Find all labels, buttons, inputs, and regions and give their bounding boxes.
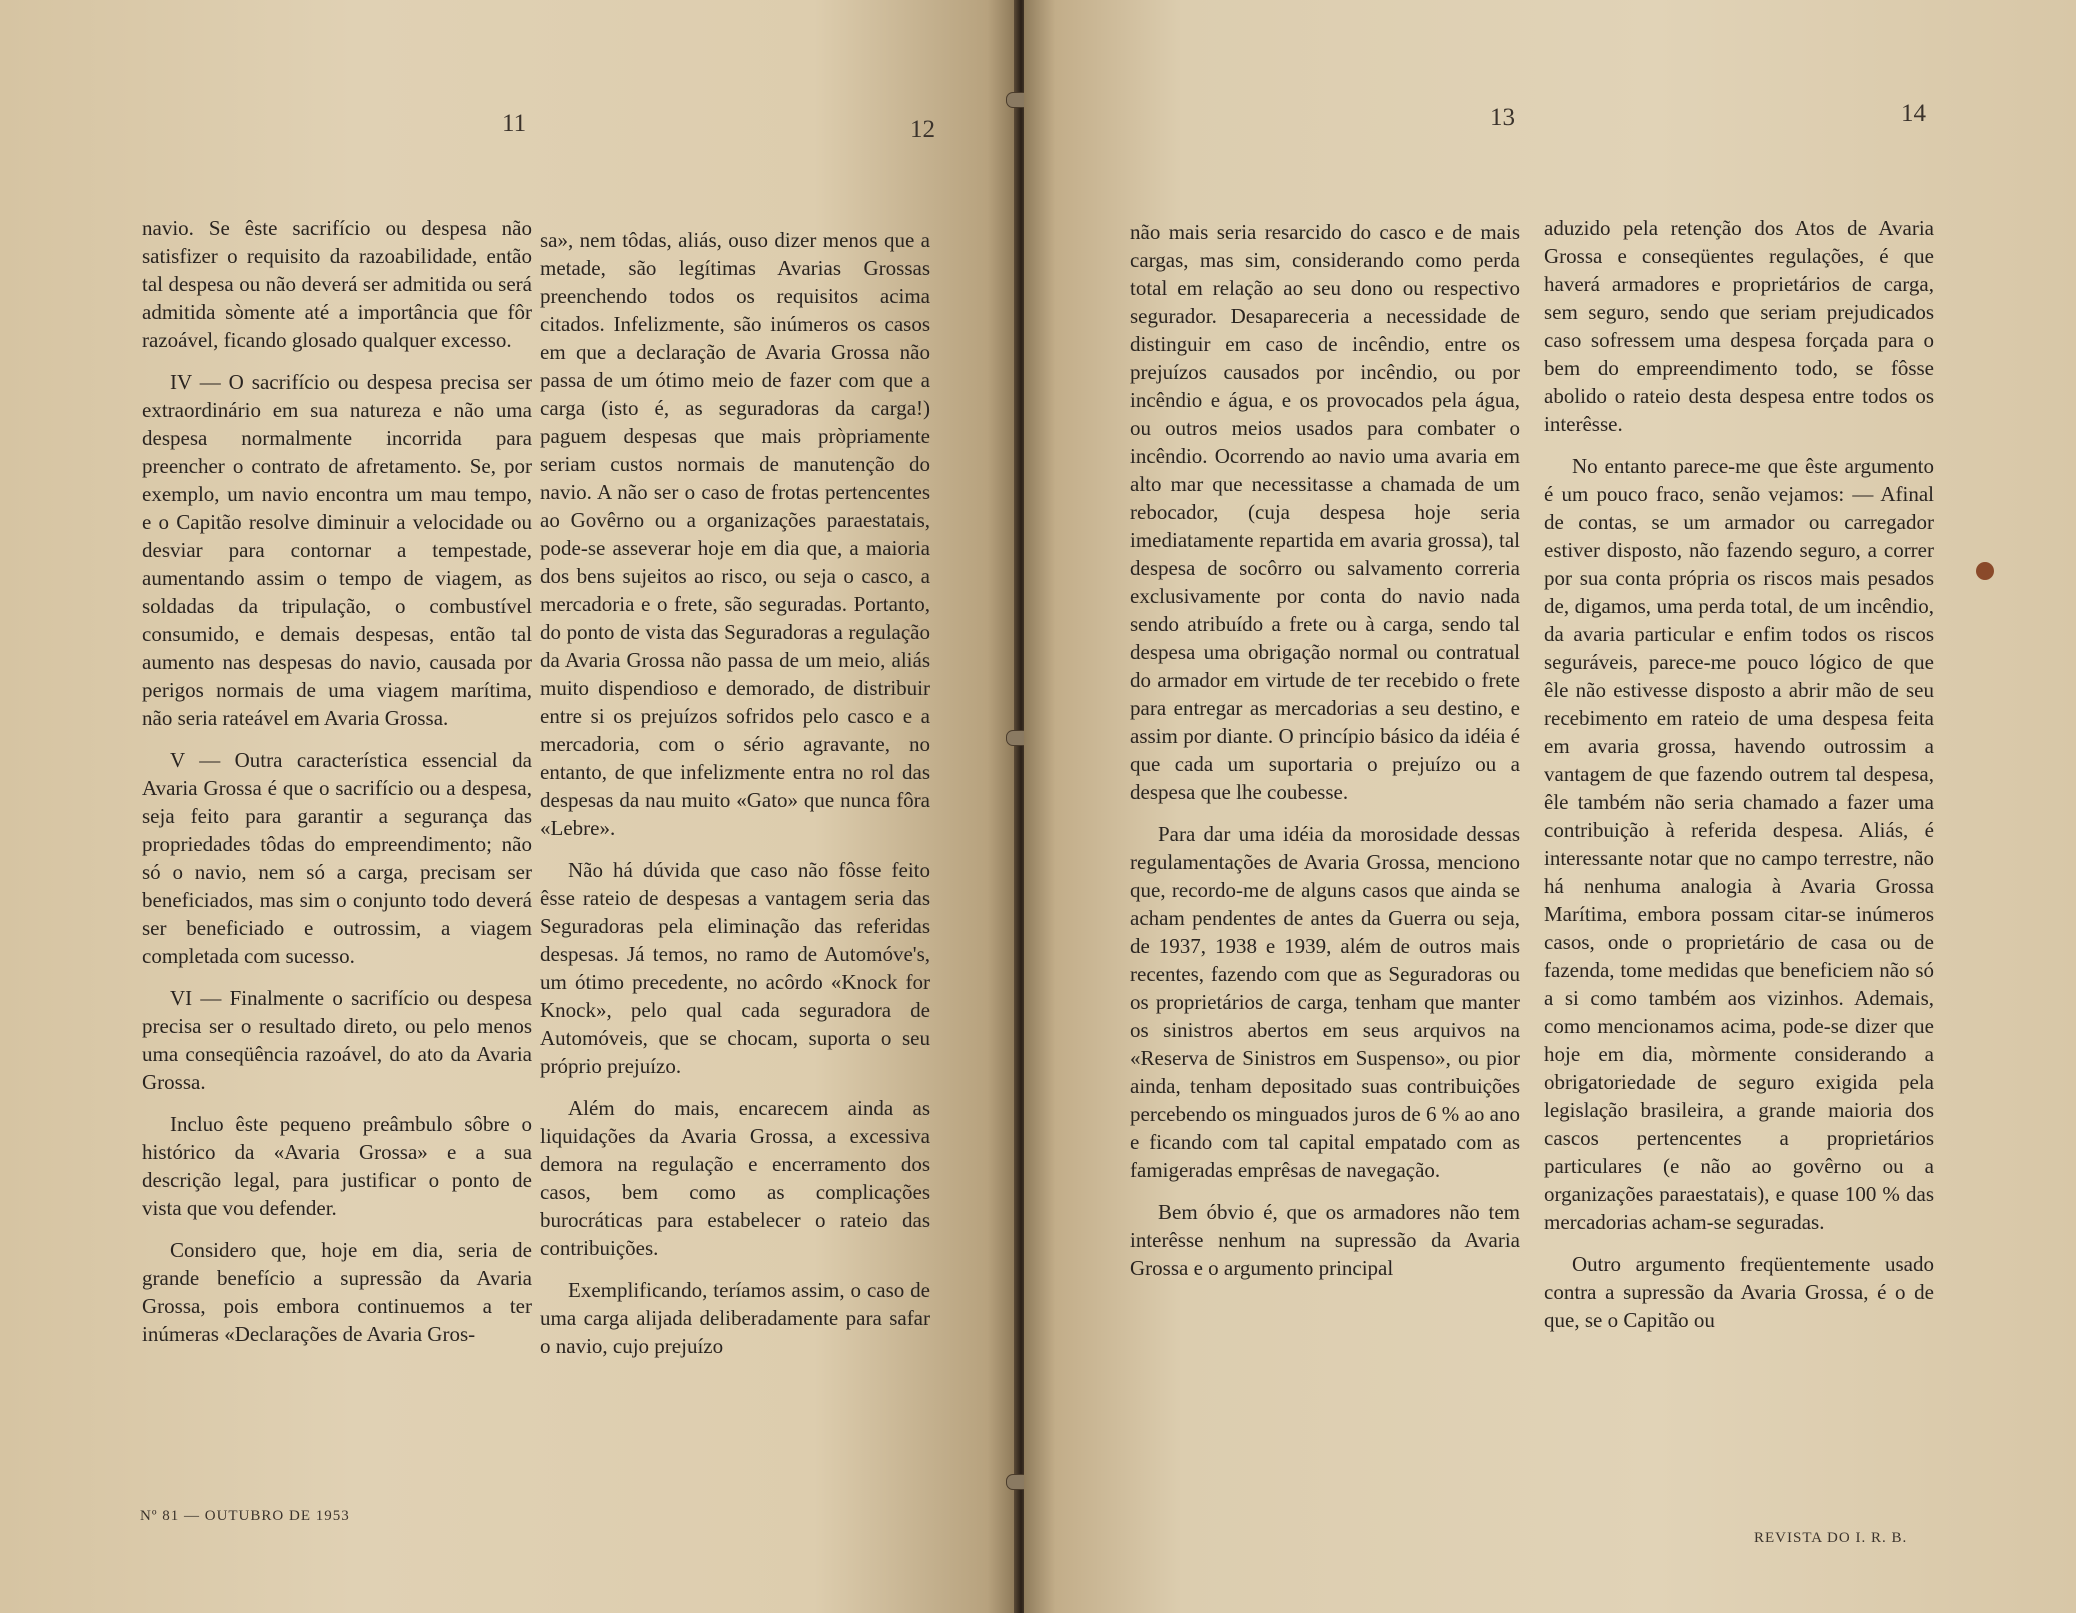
paragraph: aduzido pela retenção dos Atos de Avaria Grossa e conseqüentes regulações, é que haverá armadores e proprietários de carga, sem seguro, sendo que seriam prejudicados caso sofressem uma despesa forçada para o bem do empreendimento todo, se fôsse abolido o rateio desta despesa entre todos os interêsse.: [1544, 216, 1934, 436]
paragraph: sa», nem tôdas, aliás, ouso dizer menos que a metade, são legítimas Avarias Grossas preenchendo todos os requisitos acima citados. Infelizmente, são inúmeros os casos em que a declaração de Avaria Grossa não passa de um ótimo meio de fazer com que a carga (isto é, as seguradoras da carga!) paguem despesas que mais pròpriamente seriam custos normais de manutenção do navio. A não ser o caso de frotas pertencentes ao Govêrno ou a organizações paraestatais, pode-se asseverar hoje em dia que, a maioria dos bens sujeitos ao risco, ou seja o casco, a mercadoria e o frete, são seguradas. Portanto, do ponto de vista das Seguradoras a regulação da Avaria Grossa não passa de um meio, aliás muito dispendioso e demorado, de distribuir entre si os prejuízos sofridos pelo casco e a mercadoria, com o sério agravante, no entanto, de que infelizmente entra no rol das despesas da nau muito «Gato» que nunca fôra «Lebre».: [540, 228, 930, 840]
left-page: [0, 0, 1018, 1613]
paragraph: Para dar uma idéia da morosidade dessas regulamentações de Avaria Grossa, menciono que, recordo-me de alguns casos que ainda se acham pendentes de antes da Guerra ou seja, de 1937, 1938 e 1939, além de outros mais recentes, fazendo com que as Seguradoras ou os proprietários de carga, tenham que manter os sinistros abertos em seus arquivos na «Reserva de Sinistros em Suspenso», ou pior ainda, tenham depositado suas contribuições percebendo os minguados juros de 6 % ao ano e ficando com tal capital empatado com as famigeradas emprêsas de navegação.: [1130, 822, 1520, 1182]
right-page: [1024, 0, 2076, 1613]
footer-issue: Nº 81 — OUTUBRO DE 1953: [140, 1508, 350, 1524]
paragraph: Não há dúvida que caso não fôsse feito êsse rateio de despesas a vantagem seria das Seguradoras pela eliminação das referidas despesas. Já temos, no ramo de Automóve's, um ótimo precedente, no acôrdo «Knock for Knock», pelo qual cada seguradora de Automóveis, que se chocam, suporta o seu próprio prejuízo.: [540, 858, 930, 1078]
page-number-14: 14: [1901, 100, 1926, 127]
text-column-4: [1544, 214, 1934, 1348]
paragraph: VI — Finalmente o sacrifício ou despesa precisa ser o resultado direto, ou pelo menos uma conseqüência razoável, do ato da Avaria Grossa.: [142, 986, 532, 1094]
paragraph: IV — O sacrifício ou despesa precisa ser extraordinário em sua natureza e não uma despesa normalmente incorrida para preencher o contrato de afretamento. Se, por exemplo, um navio encontra um mau tempo, e o Capitão resolve diminuir a velocidade ou desviar para contornar a tempestade, aumentando assim o tempo de viagem, as soldadas da tripulação, o combustível consumido, e demais despesas, então tal aumento nas despesas do navio, causada por perigos normais de uma viagem marítima, não seria rateável em Avaria Grossa.: [142, 370, 532, 730]
paragraph: No entanto parece-me que êste argumento é um pouco fraco, senão vejamos: — Afinal de contas, se um armador ou carregador estiver disposto, não fazendo seguro, a correr por sua conta própria os riscos mais pesados de, digamos, uma perda total, de um incêndio, da avaria particular e enfim todos os riscos seguráveis, parece-me pouco lógico de que êle não estivesse disposto a abrir mão de seu recebimento em rateio de uma despesa feita em avaria grossa, havendo outrossim a vantagem de que fazendo outrem tal despesa, êle também não seria chamado a fazer uma contribuição à referida despesa. Aliás, é interessante notar que no campo terrestre, não há nenhuma analogia à Avaria Grossa Marítima, embora possam citar-se inúmeros casos, onde o proprietário de casa ou de fazenda, tome medidas que beneficiem não só a si como também aos vizinhos. Ademais, como mencionamos acima, pode-se dizer que hoje em dia, mòrmente considerando a obrigatoriedade de seguro exigida pela legislação brasileira, a grande maioria dos cascos pertencentes a proprietários particulares (e não ao govêrno ou a organizações paraestatais), e quase 100 % das mercadorias acham-se seguradas.: [1544, 454, 1934, 1234]
paragraph: não mais seria resarcido do casco e de mais cargas, mas sim, considerando como perda total em relação ao seu dono ou respectivo segurador. Desapareceria a necessidade de distinguir em caso de incêndio, entre os prejuízos causados por incêndio, ou por incêndio e água, e os provocados pela água, ou outros meios usados para combater o incêndio. Ocorrendo ao navio uma avaria em alto mar que necessitasse a chamada de um rebocador, (cuja despesa hoje seria imediatamente repartida em avaria grossa), tal despesa de socôrro ou salvamento correria exclusivamente por conta do navio nada sendo atribuído a frete ou à carga, sendo tal despesa uma obrigação normal ou contratual do armador em virtude de ter recebido o frete para entregar as mercadorias a seu destino, e assim por diante. O princípio básico da idéia é que cada um suportaria o prejuízo ou a despesa que lhe coubesse.: [1130, 220, 1520, 804]
paragraph: navio. Se êste sacrifício ou despesa não satisfizer o requisito da razoabilidade, então tal despesa ou não deverá ser admitida ou será admitida sòmente até a importância que fôr razoável, ficando glosado qualquer excesso.: [142, 216, 532, 352]
paragraph: Incluo êste pequeno preâmbulo sôbre o histórico da «Avaria Grossa» e a sua descrição legal, para justificar o ponto de vista que vou defender.: [142, 1112, 532, 1220]
page-number-11: 11: [502, 110, 527, 137]
page-number-12: 12: [910, 116, 935, 143]
text-column-2: [540, 226, 930, 1374]
paragraph: Além do mais, encarecem ainda as liquidações da Avaria Grossa, a excessiva demora na regulação e encerramento dos casos, bem como as complicações burocráticas para estabelecer o rateio das contribuições.: [540, 1096, 930, 1260]
paper-blemish: [1976, 562, 1994, 580]
text-column-3: [1130, 218, 1520, 1296]
footer-publication: REVISTA DO I. R. B.: [1754, 1530, 1908, 1546]
paragraph: Exemplificando, teríamos assim, o caso de uma carga alijada deliberadamente para safar o navio, cujo prejuízo: [540, 1278, 930, 1358]
paragraph: Bem óbvio é, que os armadores não tem interêsse nenhum na supressão da Avaria Grossa e o argumento principal: [1130, 1200, 1520, 1280]
page-number-13: 13: [1490, 104, 1515, 131]
paragraph: Considero que, hoje em dia, seria de grande benefício a supressão da Avaria Grossa, pois embora continuemos a ter inúmeras «Declarações de Avaria Gros-: [142, 1238, 532, 1346]
text-column-1: [142, 214, 532, 1362]
paragraph: V — Outra característica essencial da Avaria Grossa é que o sacrifício ou a despesa, seja feito para garantir a segurança das propriedades tôdas do empreendimento; não só o navio, nem só a carga, precisam ser beneficiados, mas sim o conjunto todo deverá ser beneficiado e outrossim, a viagem completada com sucesso.: [142, 748, 532, 968]
paragraph: Outro argumento freqüentemente usado contra a supressão da Avaria Grossa, é o de que, se o Capitão ou: [1544, 1252, 1934, 1332]
